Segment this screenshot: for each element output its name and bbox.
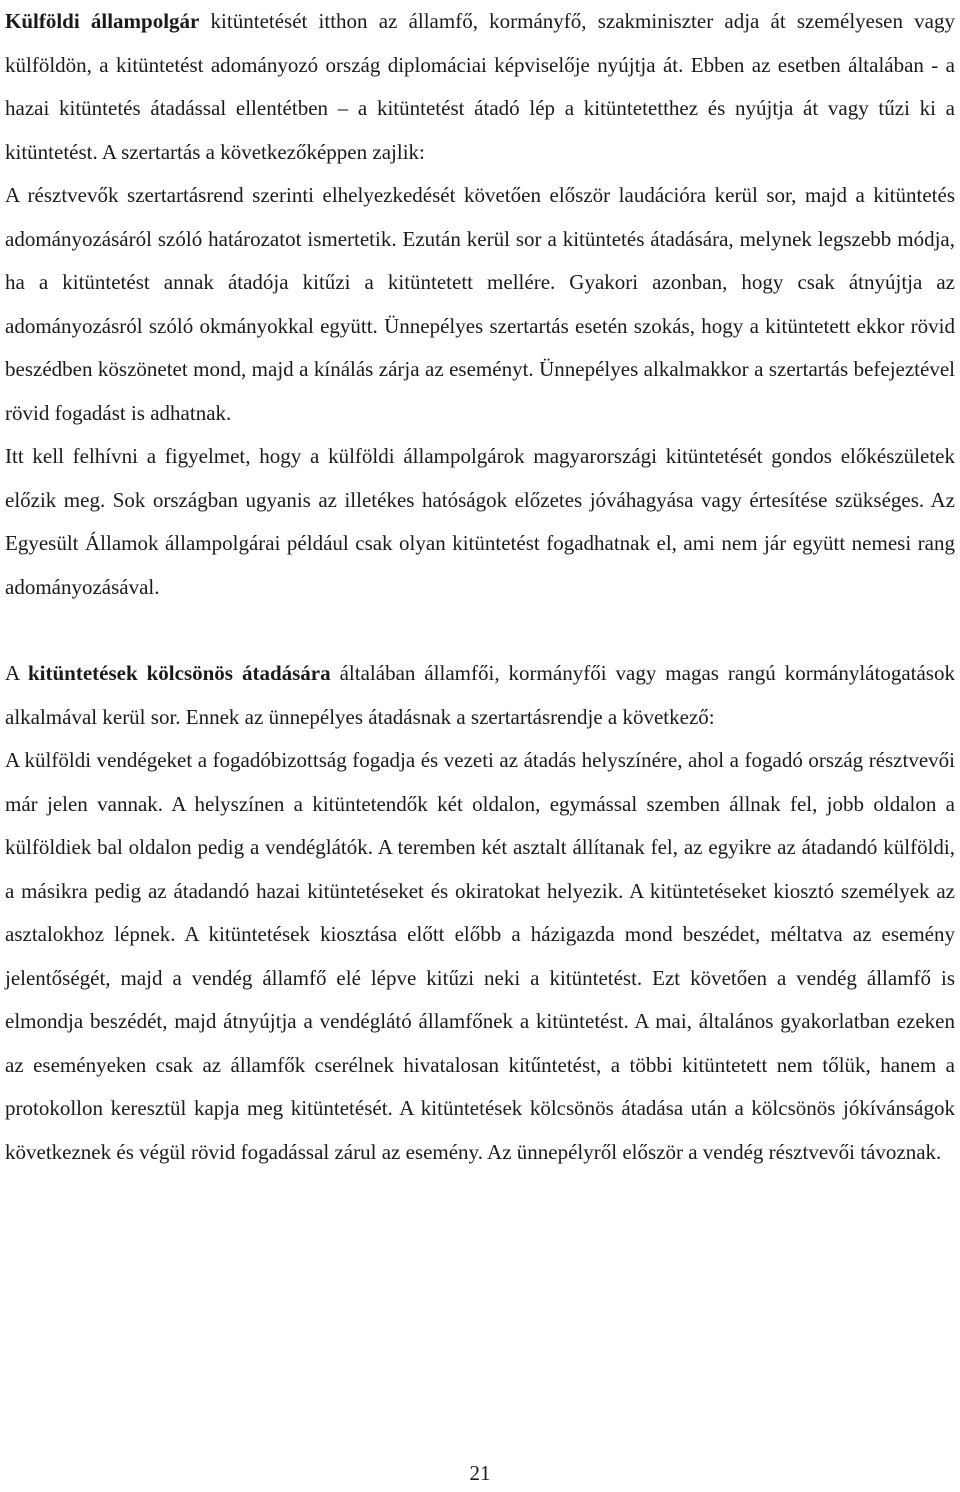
paragraph-pre-text: A — [5, 661, 28, 685]
page-number: 21 — [469, 1461, 491, 1485]
paragraph-exchange-procedure — [5, 739, 955, 1174]
paragraph-text: Itt kell felhívni a figyelmet, hogy a külföldi állampolgárok magyarországi kitüntetését gondos előkészületek előzik meg. Sok országban ugyanis az illetékes hatóságok előzetes jóváhagyása vagy értesítése szükséges. Az Egyesült Államok állampolgárai például csak olyan kitüntetést fogadhatnak el, ami nem jár együtt nemesi rang adományozásával. — [5, 444, 955, 599]
paragraph-text: A résztvevők szertartásrend szerinti elhelyezkedését követően először laudációra kerül sor, majd a kitüntetés adományozásáról szóló határozatot ismertetik. Ezután kerül sor a kitüntetés átadására, melynek legszebb módja, ha a kitüntetést annak átadója kitűzi a kitüntetett mellére. Gyakori azonban, hogy csak átnyújtja az adományozásról szóló okmányokkal együtt. Ünnepélyes szertartás esetén szokás, hogy a kitüntetett ekkor rövid beszédben köszönetet mond, majd a kínálás zárja az eseményt. Ünnepélyes alkalmakkor a szertartás befejeztével rövid fogadást is adhatnak. — [5, 183, 955, 425]
bold-lead-term: Külföldi állampolgár — [5, 9, 200, 33]
paragraph-text: általában államfői, kormányfői vagy magas rangú kormánylátogatások alkalmával kerül sor. Ennek az ünnepélyes átadásnak a szertartásrendje a következő: — [5, 661, 955, 729]
bold-term: kitüntetések kölcsönös átadására — [27, 661, 331, 685]
paragraph-text: kitüntetését itthon az államfő, kormányfő, szakminiszter adja át személyesen vagy külföldön, a kitüntetést adományozó ország diplomáciai képviselője nyújtja át. Ebben az esetben általában - a hazai kitüntetés átadással ellentétben – a kitüntetést átadó lép a kitüntetetthez és nyújtja át vagy tűzi ki a kitüntetést. A szertartás a következőképpen zajlik: — [5, 9, 955, 164]
paragraph-attention-note — [5, 435, 955, 609]
paragraph-foreign-citizens — [5, 0, 955, 174]
paragraph-mutual-exchange — [5, 652, 955, 739]
document-page — [5, 0, 955, 1174]
paragraph-text: A külföldi vendégeket a fogadóbizottság fogadja és vezeti az átadás helyszínére, ahol a fogadó ország résztvevői már jelen vannak. A helyszínen a kitüntetendők két oldalon, egymással szemben állnak fel, jobb oldalon a külföldiek bal oldalon pedig a vendéglátók. A teremben két asztalt állítanak fel, az egyikre az átadandó külföldi, a másikra pedig az átadandó hazai kitüntetéseket és okiratokat helyezik. A kitüntetéseket kiosztó személyek az asztalokhoz lépnek. A kitüntetések kiosztása előtt előbb a házigazda mond beszédet, méltatva az esemény jelentőségét, majd a vendég államfő elé lépve kitűzi neki a kitüntetést. Ezt követően a vendég államfő is elmondja beszédét, majd átnyújtja a vendéglátó államfőnek a kitüntetést. A mai, általános gyakorlatban ezeken az eseményeken csak az államfők cserélnek hivatalosan kitűntetést, a többi kitüntetett nem tőlük, hanem a protokollon keresztül kapja meg kitüntetését. A kitüntetések kölcsönös átadása után a kölcsönös jókívánságok következnek és végül rövid fogadással zárul az esemény. Az ünnepélyről először a vendég résztvevői távoznak. — [5, 748, 955, 1164]
paragraph-ceremony-steps — [5, 174, 955, 435]
paragraph-spacer — [5, 609, 955, 652]
